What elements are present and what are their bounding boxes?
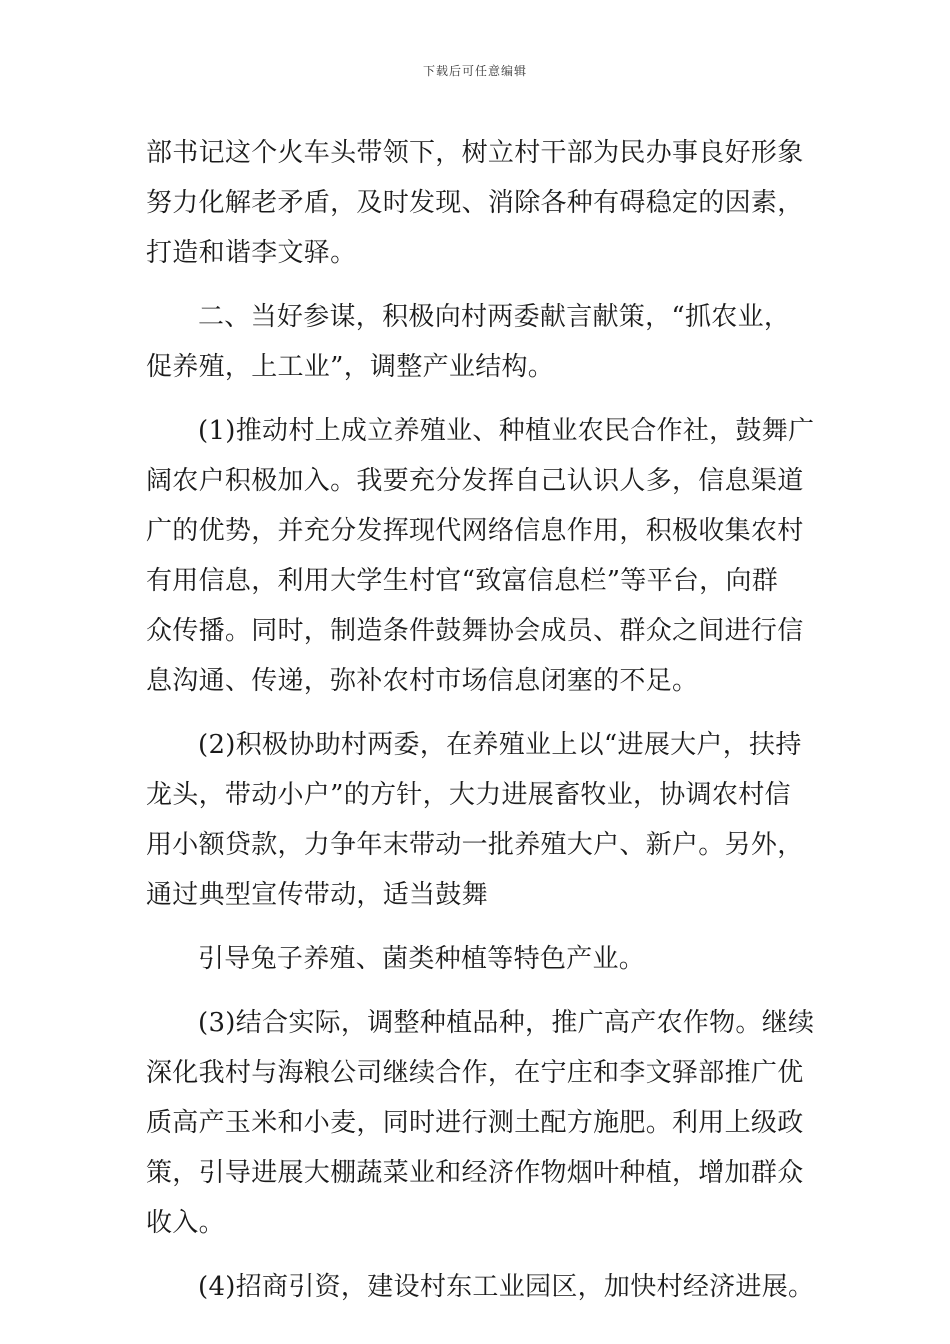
text-line: (4)招商引资，建设村东工业园区，加快村经济进展。 (198, 1272, 815, 1302)
paragraph (146, 720, 816, 920)
header-note: 下载后可任意编辑 (422, 64, 527, 78)
paragraph-gap (146, 920, 816, 934)
text-line: 息沟通、传递，弥补农村市场信息闭塞的不足。 (146, 666, 699, 696)
paragraph (146, 1262, 816, 1312)
text-line: 收入。 (146, 1208, 225, 1238)
text-line: (3)结合实际，调整种植品种，推广高产农作物。继续 (198, 1008, 815, 1038)
text-line: 深化我村与海粮公司继续合作，在宁庄和李文驿部推广优 (146, 1058, 804, 1088)
paragraph (146, 998, 816, 1248)
paragraph-gap (146, 1248, 816, 1262)
text-line: 二、当好参谋，积极向村两委献言献策，“抓农业， (198, 302, 791, 332)
text-line: 龙头，带动小户”的方针，大力进展畜牧业，协调农村信 (146, 780, 791, 810)
paragraph (146, 292, 816, 392)
paragraph (146, 128, 816, 278)
paragraph-gap (146, 278, 816, 292)
paragraph (146, 406, 816, 706)
text-line: 众传播。同时，制造条件鼓舞协会成员、群众之间进行信 (146, 616, 804, 646)
text-line: 广的优势，并充分发挥现代网络信息作用，积极收集农村 (146, 516, 804, 546)
body-text (146, 128, 816, 1312)
text-line: 有用信息，利用大学生村官“致富信息栏”等平台，向群 (146, 566, 779, 596)
text-line: 通过典型宣传带动，适当鼓舞 (146, 880, 488, 910)
paragraph-gap (146, 984, 816, 998)
text-line: 阔农户积极加入。我要充分发挥自己认识人多，信息渠道 (146, 466, 804, 496)
text-line: 用小额贷款，力争年末带动一批养殖大户、新户。另外， (146, 830, 804, 860)
text-line: 引导兔子养殖、菌类种植等特色产业。 (198, 944, 646, 974)
text-line: 策，引导进展大棚蔬菜业和经济作物烟叶种植，增加群众 (146, 1158, 804, 1188)
paragraph-gap (146, 706, 816, 720)
paragraph-gap (146, 392, 816, 406)
text-line: (1)推动村上成立养殖业、种植业农民合作社，鼓舞广 (198, 416, 815, 446)
text-line: 部书记这个火车头带领下，树立村干部为民办事良好形象 (146, 138, 804, 168)
text-line: 促养殖，上工业”，调整产业结构。 (146, 352, 555, 382)
text-line: 质高产玉米和小麦，同时进行测土配方施肥。利用上级政 (146, 1108, 804, 1138)
text-line: 努力化解老矛盾，及时发现、消除各种有碍稳定的因素， (146, 188, 804, 218)
text-line: (2)积极协助村两委，在养殖业上以“进展大户，扶持 (198, 730, 802, 760)
text-line: 打造和谐李文驿。 (146, 238, 357, 268)
paragraph (146, 934, 816, 984)
